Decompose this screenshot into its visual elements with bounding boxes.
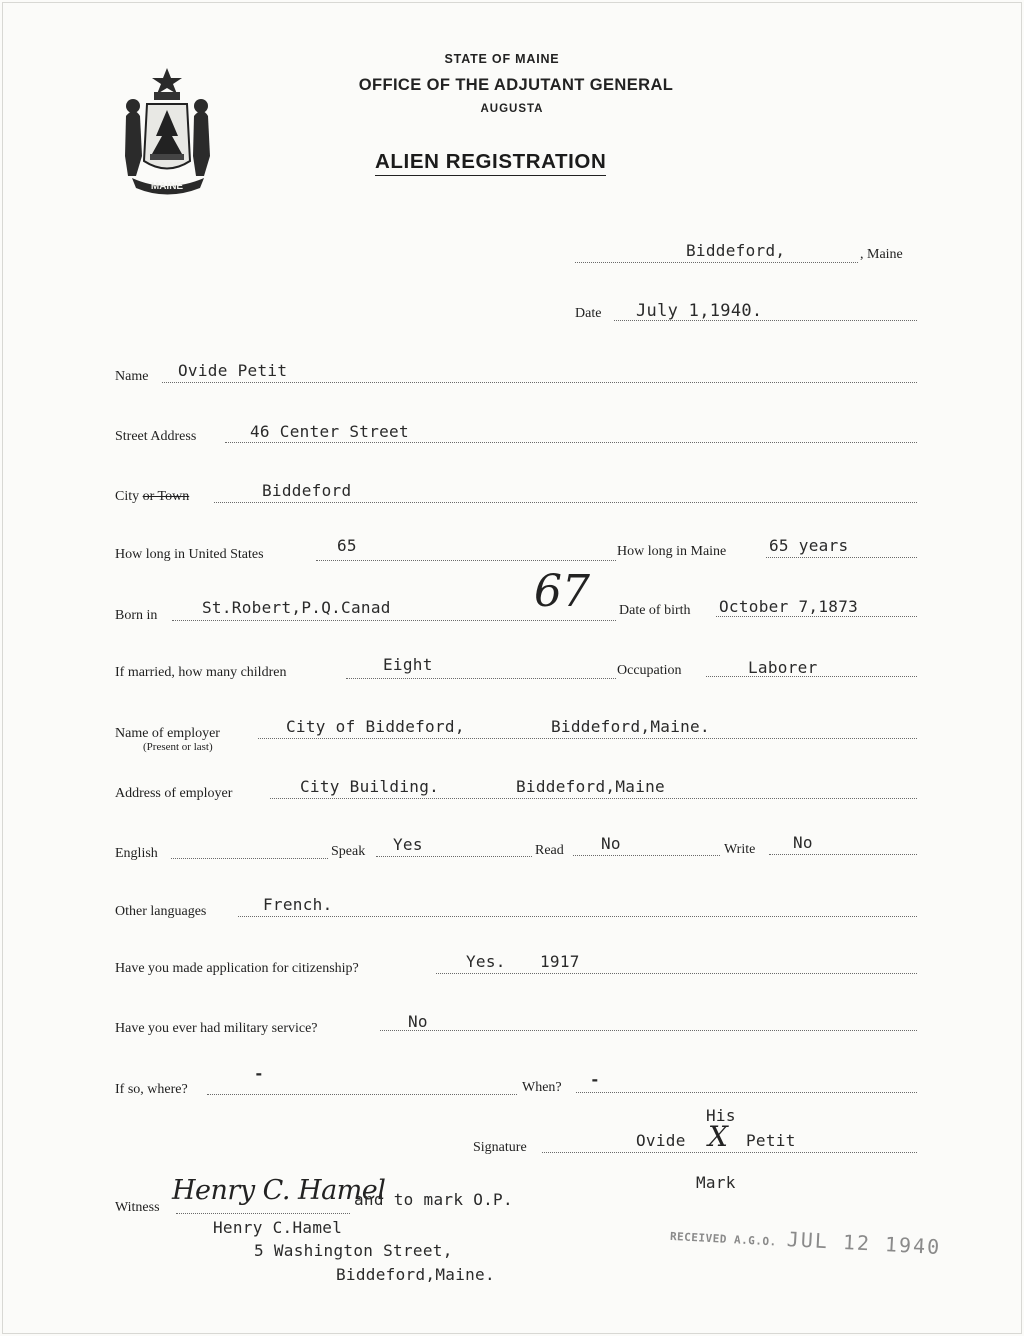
employer-address-value: City Building. [300, 777, 440, 796]
maine-duration-line [766, 557, 917, 558]
seal-banner-text: MAINE [150, 181, 184, 192]
other-languages-value: French. [263, 895, 333, 914]
street-address-value: 46 Center Street [250, 422, 409, 441]
name-value: Ovide Petit [178, 361, 288, 380]
witness-note: and to mark O.P. [354, 1190, 513, 1209]
when-label: When? [522, 1080, 562, 1095]
date-of-birth-value: October 7,1873 [719, 597, 859, 616]
signature-last-name: Petit [746, 1131, 796, 1150]
write-label: Write [724, 842, 756, 857]
english-line [171, 858, 328, 859]
city-line [214, 502, 917, 503]
where-value: - [254, 1064, 264, 1083]
city-label-text: City [115, 489, 140, 504]
employer-address-line [270, 798, 917, 799]
witness-handwritten-signature: Henry C. Hamel [172, 1175, 386, 1206]
other-languages-line [238, 916, 917, 917]
city-label-struck: or Town [142, 489, 190, 504]
place-value: Biddeford, [686, 241, 786, 260]
where-label: If so, where? [115, 1082, 188, 1097]
date-of-birth-line [716, 616, 917, 617]
employer-sublabel: (Present or last) [143, 741, 213, 753]
employer-address-label: Address of employer [115, 786, 233, 801]
witness-city: Biddeford,Maine. [336, 1265, 495, 1284]
read-label: Read [535, 843, 564, 858]
military-value: No [408, 1012, 428, 1031]
occupation-label: Occupation [617, 663, 682, 678]
maine-duration-label: How long in Maine [617, 544, 727, 559]
employer-address-city: Biddeford,Maine [516, 777, 665, 796]
city-value: Biddeford [262, 481, 352, 500]
date-of-birth-label: Date of birth [619, 603, 691, 618]
english-label: English [115, 846, 158, 861]
speak-label: Speak [331, 844, 366, 859]
city-label [115, 489, 189, 505]
us-duration-line [316, 560, 616, 561]
occupation-value: Laborer [748, 658, 818, 677]
us-duration-value: 65 [337, 536, 357, 555]
when-line [576, 1092, 917, 1093]
read-line [573, 855, 720, 856]
where-line [207, 1094, 517, 1095]
born-in-label: Born in [115, 608, 158, 623]
citizenship-year: 1917 [540, 952, 580, 971]
header-office: OFFICE OF THE ADJUTANT GENERAL [358, 76, 674, 94]
born-in-value: St.Robert,P.Q.Canad [202, 598, 391, 617]
children-line [346, 678, 616, 679]
children-label: If married, how many children [115, 665, 287, 680]
signature-mark: Mark [696, 1173, 736, 1192]
header-city: AUGUSTA [480, 103, 544, 115]
place-suffix-label: , Maine [860, 247, 903, 262]
military-line [380, 1030, 917, 1031]
stamp-date-text: JUL 12 1940 [786, 1227, 942, 1260]
header-state: STATE OF MAINE [444, 52, 560, 66]
read-value: No [601, 834, 621, 853]
signature-first-name: Ovide [636, 1131, 686, 1150]
signature-his: His [706, 1106, 736, 1125]
citizenship-label: Have you made application for citizenship? [115, 961, 359, 976]
date-value: July 1,1940. [636, 301, 763, 321]
stamp-received-text: RECEIVED A.G.O. [669, 1229, 778, 1249]
citizenship-line [436, 973, 917, 974]
other-languages-label: Other languages [115, 904, 207, 919]
witness-line [176, 1213, 350, 1214]
street-address-label: Street Address [115, 429, 197, 444]
name-label: Name [115, 369, 149, 384]
when-value: - [590, 1070, 600, 1089]
date-label: Date [575, 306, 602, 321]
us-duration-label: How long in United States [115, 547, 264, 562]
write-line [769, 854, 917, 855]
witness-label: Witness [115, 1200, 160, 1215]
maine-duration-value: 65 years [769, 536, 849, 555]
handwritten-age-note: 67 [534, 566, 590, 617]
employer-value-city: Biddeford,Maine. [551, 717, 710, 736]
name-line [162, 382, 917, 383]
street-address-line [225, 442, 917, 443]
children-value: Eight [383, 655, 433, 674]
write-value: No [793, 833, 813, 852]
citizenship-value: Yes. [466, 952, 506, 971]
speak-line [376, 856, 532, 857]
signature-x-mark: X [708, 1120, 728, 1153]
employer-line [258, 738, 917, 739]
military-label: Have you ever had military service? [115, 1021, 318, 1036]
witness-street: 5 Washington Street, [254, 1241, 453, 1260]
born-in-line [172, 620, 616, 621]
employer-label: Name of employer [115, 726, 220, 741]
form-title: ALIEN REGISTRATION [375, 150, 606, 176]
speak-value: Yes [393, 835, 423, 854]
employer-value-name: City of Biddeford, [286, 717, 465, 736]
place-line [575, 262, 858, 263]
witness-name: Henry C.Hamel [213, 1218, 343, 1237]
signature-label: Signature [473, 1140, 527, 1155]
signature-line [542, 1152, 917, 1153]
